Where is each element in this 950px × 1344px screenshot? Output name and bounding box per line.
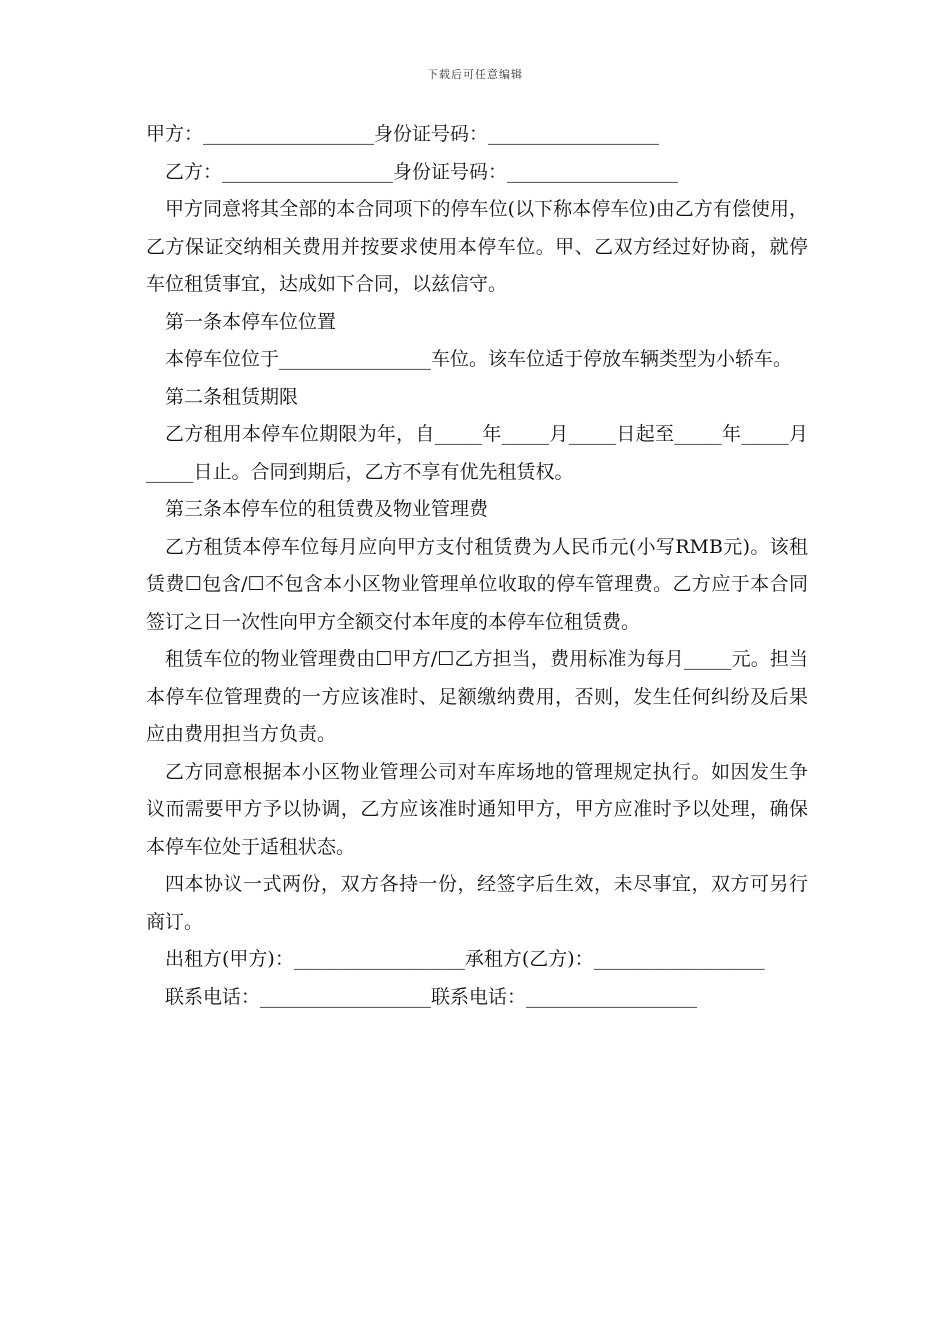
- article3-body-management: 租赁车位的物业管理费由☐甲方/☐乙方担当，费用标准为每月_____元。担当本停车位管理费的一方应该准时、足额缴纳费用，否则，发生任何纠纷及后果应由费用担当方负责。: [146, 648, 808, 745]
- article1-title: 第一条本停车位位置: [165, 310, 337, 333]
- phone-line: 联系电话：__________________联系电话：__________________: [165, 985, 698, 1008]
- article1-body: 本停车位位于________________车位。该车位适于停放车辆类型为小轿车。: [165, 348, 793, 370]
- page-header-note: 下载后可任意编辑: [427, 68, 523, 81]
- article4-paragraph: 四本协议一式两份，双方各持一份，经签字后生效，未尽事宜，双方可另行商订。: [146, 873, 808, 933]
- article3-body-rules: 乙方同意根据本小区物业管理公司对车库场地的管理规定执行。如因发生争议而需要甲方予以协调，乙方应该准时通知甲方，甲方应准时予以处理，确保本停车位处于适租状态。: [146, 760, 808, 858]
- party-a-line: 甲方：__________________身份证号码：__________________: [146, 123, 660, 145]
- party-b-line: 乙方：__________________身份证号码：__________________: [165, 160, 679, 183]
- article3-body-fee: 乙方租赁本停车位每月应向甲方支付租赁费为人民币元(小写RMB元)。该租赁费☐包含/☐不包含本小区物业管理单位收取的停车管理费。乙方应于本合同签订之日一次性向甲方全额交付本年度的本停车位租赁费。: [146, 535, 808, 633]
- article2-title: 第二条租赁期限: [165, 385, 299, 408]
- article2-body: 乙方租用本停车位期限为年，自_____年_____月_____日起至_____年_____月_____日止。合同到期后，乙方不享有优先租赁权。: [146, 423, 808, 483]
- article3-title: 第三条本停车位的租赁费及物业管理费: [165, 498, 489, 520]
- contract-body: [146, 116, 808, 1016]
- signature-line: 出租方(甲方)：__________________承租方(乙方)：__________________: [165, 948, 765, 970]
- intro-paragraph: 甲方同意将其全部的本合同项下的停车位(以下称本停车位)由乙方有偿使用，乙方保证交纳相关费用并按要求使用本停车位。甲、乙双方经过好协商，就停车位租赁事宜，达成如下合同，以兹信守。: [146, 198, 808, 295]
